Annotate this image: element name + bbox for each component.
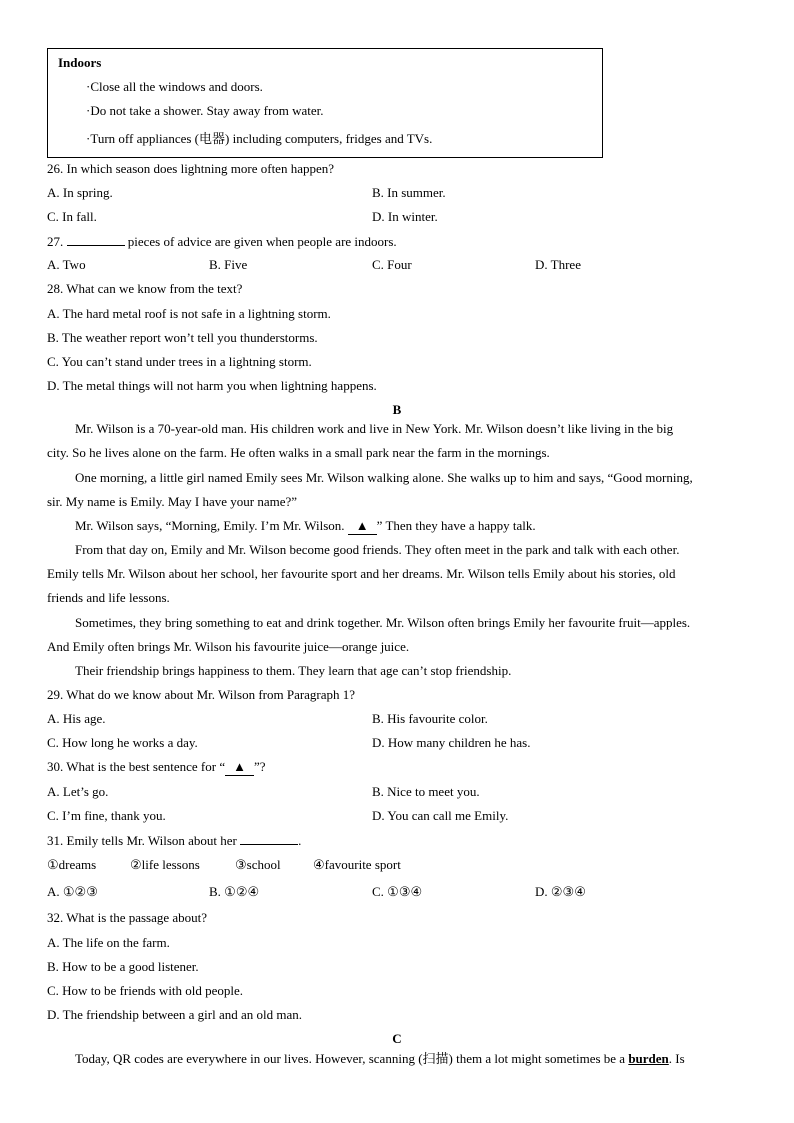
q27-option-c: C. Four — [372, 257, 412, 272]
q29-option-b: B. His favourite color. — [372, 711, 488, 726]
indoors-box — [47, 48, 603, 158]
passage-c-line-1 — [75, 1051, 685, 1067]
passage-c-text-after: . Is — [668, 1051, 685, 1066]
q31-text: 31. Emily tells Mr. Wilson about her — [47, 833, 237, 848]
q29-option-c: C. How long he works a day. — [47, 735, 198, 750]
passage-b-line-1: Mr. Wilson is a 70-year-old man. His children work and live in New York. Mr. Wilson doesn’t like living in the big — [75, 421, 674, 436]
q28-option-a: A. The hard metal roof is not safe in a lightning storm. — [47, 306, 331, 321]
indoors-item-3: ·Turn off appliances (电器) including computers, fridges and TVs. — [86, 131, 433, 146]
q31-option-b: B. ①②④ — [209, 884, 260, 899]
q30-option-a: A. Let’s go. — [47, 784, 109, 799]
passage-b-line-3: One morning, a little girl named Emily sees Mr. Wilson walking alone. She walks up to him and says, “Good morning, — [75, 470, 693, 485]
q31-item-4: ④favourite sport — [313, 857, 401, 872]
q28-option-c: C. You can’t stand under trees in a lightning storm. — [47, 354, 312, 369]
q30-option-b: B. Nice to meet you. — [372, 784, 480, 799]
q29-option-d: D. How many children he has. — [372, 735, 531, 750]
indoors-item-1: ·Close all the windows and doors. — [86, 79, 263, 94]
answer-blank — [67, 233, 125, 246]
q27-question — [47, 233, 397, 250]
q32-option-c: C. How to be friends with old people. — [47, 983, 244, 998]
passage-b-line-10: Their friendship brings happiness to them. They learn that age can’t stop friendship. — [75, 663, 512, 678]
q26-question: 26. In which season does lightning more often happen? — [47, 161, 335, 176]
q26-option-b: B. In summer. — [372, 185, 446, 200]
indoors-item-2: ·Do not take a shower. Stay away from water. — [86, 103, 324, 118]
q32-option-d: D. The friendship between a girl and an old man. — [47, 1007, 302, 1022]
q31-question — [47, 832, 301, 849]
answer-blank — [240, 832, 298, 845]
q28-option-d: D. The metal things will not harm you when lightning happens. — [47, 378, 377, 393]
q27-option-b: B. Five — [209, 257, 248, 272]
passage-b-line-7: friends and life lessons. — [47, 590, 170, 605]
q31-option-a: A. ①②③ — [47, 884, 98, 899]
q26-option-d: D. In winter. — [372, 209, 438, 224]
passage-b-line-5: From that day on, Emily and Mr. Wilson become good friends. They often meet in the park and talk with each other. — [75, 542, 680, 557]
q31-option-c: C. ①③④ — [372, 884, 423, 899]
passage-b-gap-line — [75, 518, 536, 535]
q27-text: pieces of advice are given when people are indoors. — [124, 234, 397, 249]
q31-item-2: ②life lessons — [130, 857, 200, 872]
q30-gap-marker: ▲ — [225, 759, 254, 776]
q27-number: 27. — [47, 234, 64, 249]
q28-option-b: B. The weather report won’t tell you thunderstorms. — [47, 330, 318, 345]
q31-option-d: D. ②③④ — [535, 884, 586, 899]
gap-line-before: Mr. Wilson says, “Morning, Emily. I’m Mr. Wilson. — [75, 518, 348, 533]
q27-option-d: D. Three — [535, 257, 581, 272]
q27-option-a: A. Two — [47, 257, 86, 272]
gap-line-after: ” Then they have a happy talk. — [376, 518, 536, 533]
q31-end: . — [298, 833, 302, 848]
passage-b-line-9: And Emily often brings Mr. Wilson his favourite juice—orange juice. — [47, 639, 410, 654]
q26-option-a: A. In spring. — [47, 185, 113, 200]
section-b-heading: B — [392, 402, 402, 417]
section-c-heading: C — [392, 1031, 402, 1046]
q31-item-3: ③school — [235, 857, 281, 872]
gap-marker: ▲ — [348, 518, 377, 535]
q32-question: 32. What is the passage about? — [47, 910, 208, 925]
q30-option-c: C. I’m fine, thank you. — [47, 808, 166, 823]
burden-word: burden — [628, 1051, 669, 1066]
q30-option-d: D. You can call me Emily. — [372, 808, 509, 823]
passage-b-line-6: Emily tells Mr. Wilson about her school, her favourite sport and her dreams. Mr. Wilson tells Emily about his stories, old — [47, 566, 676, 581]
q31-item-1: ①dreams — [47, 857, 97, 872]
passage-b-line-2: city. So he lives alone on the farm. He often walks in a small park near the farm in the mornings. — [47, 445, 550, 460]
q26-option-c: C. In fall. — [47, 209, 97, 224]
q29-question: 29. What do we know about Mr. Wilson from Paragraph 1? — [47, 687, 356, 702]
indoors-title: Indoors — [58, 55, 102, 70]
q30-text-after: ”? — [253, 759, 266, 774]
q28-question: 28. What can we know from the text? — [47, 281, 243, 296]
passage-c-text-before: Today, QR codes are everywhere in our lives. However, scanning (扫描) them a lot might sometimes be a — [75, 1051, 629, 1066]
q32-option-b: B. How to be a good listener. — [47, 959, 199, 974]
q30-text-before: 30. What is the best sentence for “ — [47, 759, 226, 774]
q30-question — [47, 759, 266, 776]
q32-option-a: A. The life on the farm. — [47, 935, 170, 950]
q29-option-a: A. His age. — [47, 711, 106, 726]
passage-b-line-8: Sometimes, they bring something to eat and drink together. Mr. Wilson often brings Emily her favourite fruit—apples. — [75, 615, 691, 630]
passage-b-line-4: sir. My name is Emily. May I have your name?” — [47, 494, 298, 509]
